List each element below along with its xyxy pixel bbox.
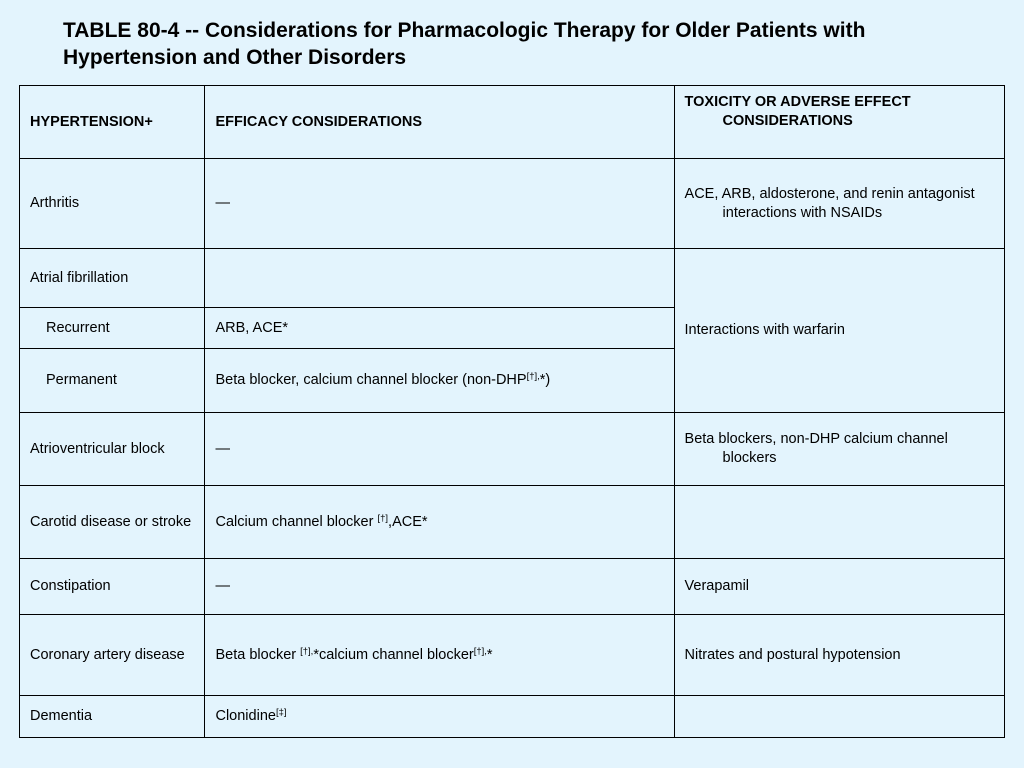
- efficacy-cell-constipation: —: [205, 559, 674, 615]
- toxicity-cell-av-block: [674, 413, 1004, 486]
- footnote-dagger: [†],: [300, 645, 314, 657]
- efficacy-cell-carotid: [205, 486, 674, 559]
- row-label-permanent: Permanent: [20, 349, 205, 413]
- toxicity-text-arthritis: ACE, ARB, aldosterone, and renin antagonist interactions with NSAIDs: [684, 185, 975, 221]
- toxicity-cell-constipation: Verapamil: [674, 559, 1004, 615]
- efficacy-cell-av-block: —: [205, 413, 674, 486]
- column-header-toxicity: [674, 86, 1004, 159]
- efficacy-cell-recurrent: ARB, ACE*: [205, 308, 674, 349]
- row-label-av-block: Atrioventricular block: [20, 413, 205, 486]
- efficacy-text-carotid: Calcium channel blocker: [215, 513, 378, 530]
- efficacy-text-cad: Beta blocker: [215, 646, 301, 663]
- footnote-dagger: [†],: [473, 645, 487, 657]
- toxicity-cell-cad: Nitrates and postural hypotension: [674, 615, 1004, 696]
- table-header-row: [20, 86, 1005, 159]
- efficacy-cell-permanent: [205, 349, 674, 413]
- row-label-carotid: [20, 486, 205, 559]
- efficacy-cell-arthritis: —: [205, 159, 674, 249]
- table-row: [20, 559, 1005, 615]
- footnote-dagger: [†],: [526, 371, 540, 382]
- efficacy-cell-cad: [205, 615, 674, 696]
- table-row: [20, 696, 1005, 738]
- efficacy-text-permanent: Beta blocker, calcium channel blocker (non-DHP: [215, 372, 527, 388]
- row-label-constipation: Constipation: [20, 559, 205, 615]
- table-row: [20, 249, 1005, 308]
- row-label-carotid-text: Carotid disease or stroke: [30, 513, 192, 530]
- table-row: [20, 486, 1005, 559]
- page-title: TABLE 80-4 -- Considerations for Pharmacologic Therapy for Older Patients with Hypertension and Other Disorders: [63, 19, 866, 69]
- column-header-hypertension: HYPERTENSION+: [20, 86, 205, 159]
- efficacy-cell-dementia: [205, 696, 674, 738]
- table-row: [20, 413, 1005, 486]
- table-row: [20, 159, 1005, 249]
- efficacy-text-cad-mid: *calcium channel blocker: [313, 646, 474, 663]
- toxicity-cell-carotid: [674, 486, 1004, 559]
- efficacy-cell-atrial-fibrillation: [205, 249, 674, 308]
- efficacy-text-permanent-end: *): [539, 372, 551, 388]
- row-label-arthritis: Arthritis: [20, 159, 205, 249]
- toxicity-cell-arthritis: [674, 159, 1004, 249]
- considerations-table: [19, 85, 1005, 738]
- table-row: [20, 615, 1005, 696]
- efficacy-text-dementia: Clonidine: [215, 708, 276, 724]
- column-header-toxicity-text: TOXICITY OR ADVERSE EFFECT CONSIDERATIONS: [684, 94, 911, 129]
- efficacy-text-carotid-end: ,ACE*: [388, 513, 428, 530]
- efficacy-text-cad-end: *: [486, 646, 493, 663]
- toxicity-cell-dementia: [674, 696, 1004, 738]
- row-label-cad: Coronary artery disease: [20, 615, 205, 696]
- row-label-recurrent: Recurrent: [20, 308, 205, 349]
- footnote-double-dagger: [‡]: [275, 707, 287, 718]
- column-header-efficacy: EFFICACY CONSIDERATIONS: [205, 86, 674, 159]
- toxicity-cell-atrial-fibrillation: Interactions with warfarin: [674, 249, 1004, 413]
- row-label-dementia: Dementia: [20, 696, 205, 738]
- footnote-dagger: [†]: [377, 512, 389, 524]
- row-label-atrial-fibrillation: Atrial fibrillation: [20, 249, 205, 308]
- toxicity-text-av-block: Beta blockers, non-DHP calcium channel blockers: [684, 431, 948, 466]
